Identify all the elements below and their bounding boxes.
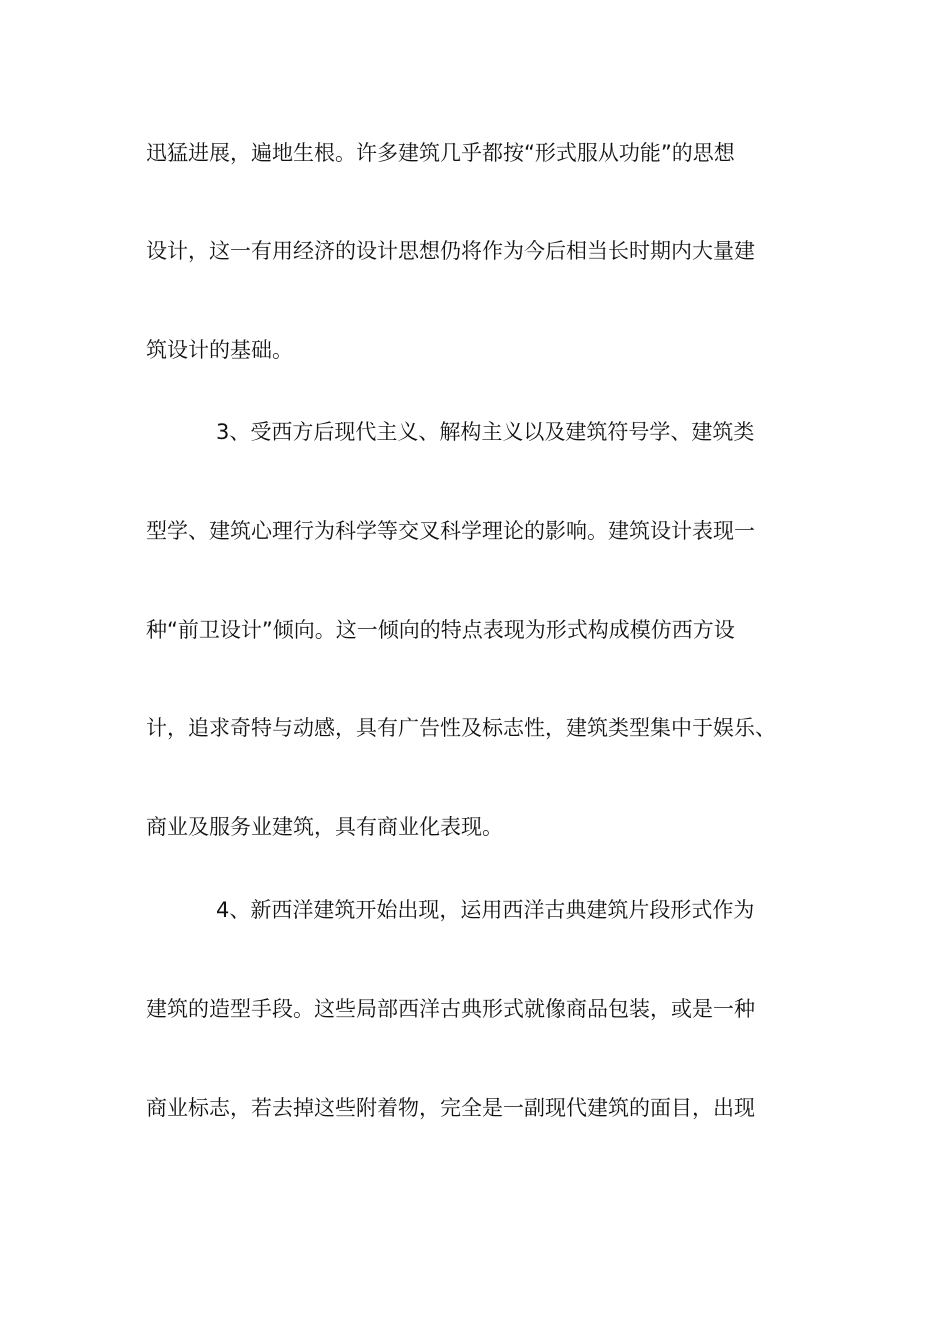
text-line: 种“前卫设计”倾向。这一倾向的特点表现为形式构成模仿西方设 xyxy=(146,618,735,642)
text-line: 建筑的造型手段。这些局部西洋古典形式就像商品包装，或是一种 xyxy=(146,997,755,1021)
text-line: 筑设计的基础。 xyxy=(146,338,293,362)
text-line: 设计，这一有用经济的设计思想仍将作为今后相当长时期内大量建 xyxy=(146,239,755,263)
text-line: 计，追求奇特与动感，具有广告性及标志性，建筑类型集中于娱乐、 xyxy=(146,716,776,740)
text-line: 迅猛进展，遍地生根。许多建筑几乎都按“形式服从功能”的思想 xyxy=(146,141,735,165)
text-line: 商业标志，若去掉这些附着物，完全是一副现代建筑的面目，出现 xyxy=(146,1096,755,1120)
paragraph-3-first-line: 3、受西方后现代主义、解构主义以及建筑符号学、建筑类 xyxy=(216,420,755,444)
text-line: 型学、建筑心理行为科学等交叉科学理论的影响。建筑设计表现一 xyxy=(146,519,755,543)
paragraph-4-first-line: 4、新西洋建筑开始出现，运用西洋古典建筑片段形式作为 xyxy=(216,898,755,922)
text-line: 商业及服务业建筑，具有商业化表现。 xyxy=(146,815,503,839)
